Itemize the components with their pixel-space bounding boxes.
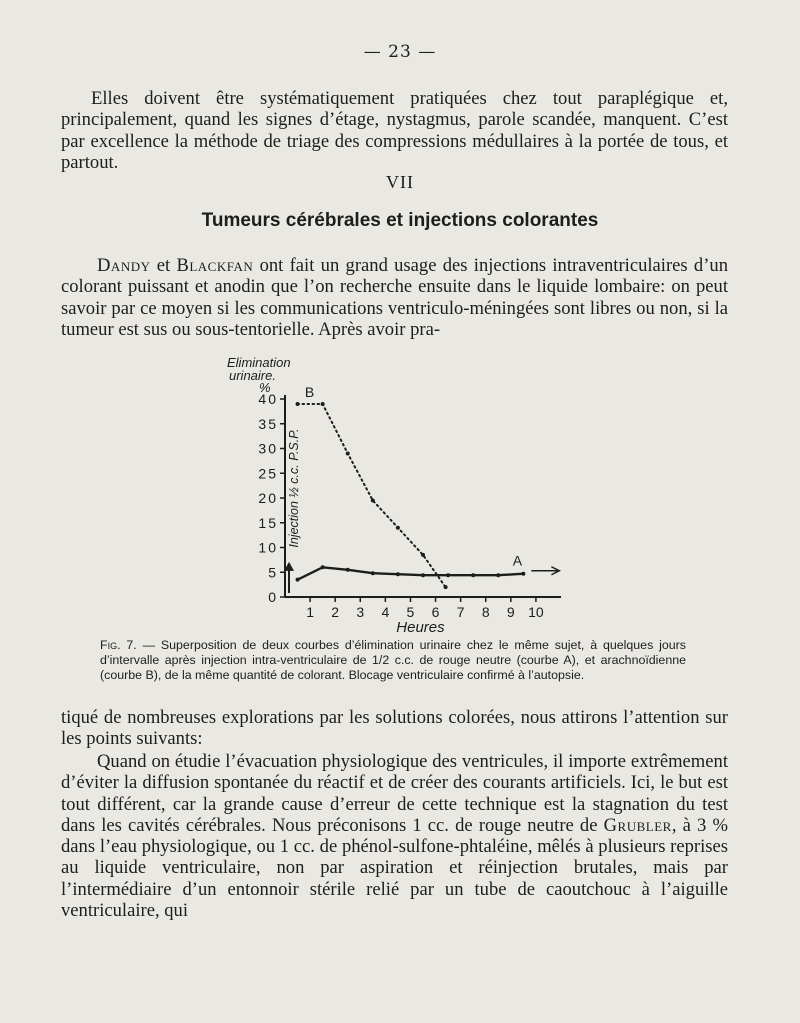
section-title: Tumeurs cérébrales et injections colorantes — [201, 210, 599, 231]
y-tick-label: 10 — [258, 539, 278, 556]
y-tick-label: 5 — [268, 564, 278, 581]
figure-caption-label: Fig. 7. — [100, 638, 137, 652]
y-tick-label: 20 — [258, 490, 278, 506]
series-a-point — [346, 568, 350, 572]
series-a-point — [496, 573, 500, 577]
paragraph-dandy — [61, 255, 728, 340]
x-tick-label: 6 — [431, 604, 440, 620]
series-a-point — [446, 573, 450, 577]
elimination-chart — [195, 350, 575, 635]
series-b-point — [421, 553, 425, 557]
series-b-point — [371, 498, 375, 502]
section-number: VII — [386, 172, 414, 192]
y-tick-label: 0 — [268, 589, 278, 605]
x-tick-label: 9 — [506, 604, 515, 620]
paragraph-intro: Elles doivent être systématiquement pratiquées chez tout paraplégique et, principalement, quand les signes d’étage, nystagmus, parole scandée, manquent. C’est par excellence la méthode de triage des compressions médullaires à la portée de tous, et partout. — [61, 88, 728, 173]
series-b-point — [396, 526, 400, 530]
y-axis-unit: % — [259, 380, 271, 395]
y-tick-label: 25 — [258, 465, 278, 482]
x-tick-label: 7 — [456, 604, 465, 620]
y-axis-title-line1: Elimination — [227, 355, 291, 370]
x-tick-label: 4 — [381, 604, 390, 620]
figure-caption — [100, 638, 686, 683]
series-b-point — [321, 402, 325, 406]
series-b-point — [346, 451, 350, 455]
paragraph-evacuation — [61, 751, 728, 921]
series-a-point — [296, 578, 300, 582]
paragraph-dandy-body: ont fait un grand usage des injections intraventriculaires d’un colorant puissant et anodin que l’on recherche ensuite dans le liquide lombaire: on peut savoir par ce moyen si les communications ventriculo-méningées sont libres ou non, si la tumeur est sus ou sous-tentorielle. Après avoir pra- — [61, 255, 728, 340]
series-a-line — [298, 567, 524, 579]
series-a-point — [421, 573, 425, 577]
series-a-point — [396, 572, 400, 576]
y-tick-label: 35 — [258, 415, 278, 432]
x-axis-title: Heures — [396, 619, 445, 635]
x-tick-label: 2 — [331, 604, 340, 620]
figure-caption-text: — Superposition de deux courbes d’élimination urinaire chez le même sujet, à quelques jours d’intervalle après injection intra-ventriculaire de 1/2 c.c. de rouge neutre (courbe A), et arachnoïdienne (courbe B), de la même quantité de colorant. Blocage ventriculaire confirmé à l’autopsie. — [100, 638, 687, 682]
series-b-label: B — [304, 383, 315, 400]
x-tick-label: 8 — [481, 604, 490, 620]
x-tick-label: 10 — [528, 604, 544, 620]
paragraph-evacuation-part2: , à 3 % dans l’eau physiologique, ou 1 cc. de phénol-sulfone-phtaléine, mêlés à plusieurs reprises au liquide ventriculaire, non par aspiration et réinjection brutales, mais par l’intermédiaire d’un entonnoir stérile relié par un tube de caoutchouc à l’aiguille ventriculaire, qui — [61, 814, 728, 922]
series-a-point — [521, 572, 525, 576]
series-b-point — [296, 402, 300, 406]
x-tick-label: 1 — [306, 604, 314, 620]
y-tick-label: 30 — [258, 440, 278, 457]
paragraph-dandy-and: et — [150, 255, 177, 276]
y-tick-label: 15 — [258, 514, 278, 531]
y-tick-label: 40 — [258, 391, 278, 407]
author-grubler: Grubler — [603, 814, 672, 836]
paragraph-explorations: tiqué de nombreuses explorations par les solutions colorées, nous attirons l’attention sur les points suivants: — [61, 707, 728, 750]
series-a-point — [371, 571, 375, 575]
injection-annotation: Injection ½ c.c. P.S.P. — [287, 428, 301, 548]
y-axis-title-line2: urinaire. — [229, 368, 276, 383]
series-a-label: A — [512, 552, 523, 569]
series-a-point — [471, 573, 475, 577]
series-b-point — [444, 585, 448, 589]
author-blackfan: Blackfan — [176, 255, 254, 276]
author-dandy: Dandy — [97, 255, 151, 276]
page-number: — 23 — — [363, 42, 437, 62]
series-b-line — [298, 404, 446, 587]
series-a-point — [321, 565, 325, 569]
x-tick-label: 5 — [406, 604, 415, 620]
x-tick-label: 3 — [356, 604, 365, 620]
paragraph-evacuation-part1: Quand on étudie l’évacuation physiologique des ventricules, il importe extrêmement d’éviter la diffusion spontanée du réactif et de créer des courants artificiels. Ici, le but est tout différent, car la grande cause d’erreur de cette technique est la stagnation du test dans les cavités cérébrales. Nous préconisons 1 cc. de rouge neutre de — [61, 751, 728, 836]
